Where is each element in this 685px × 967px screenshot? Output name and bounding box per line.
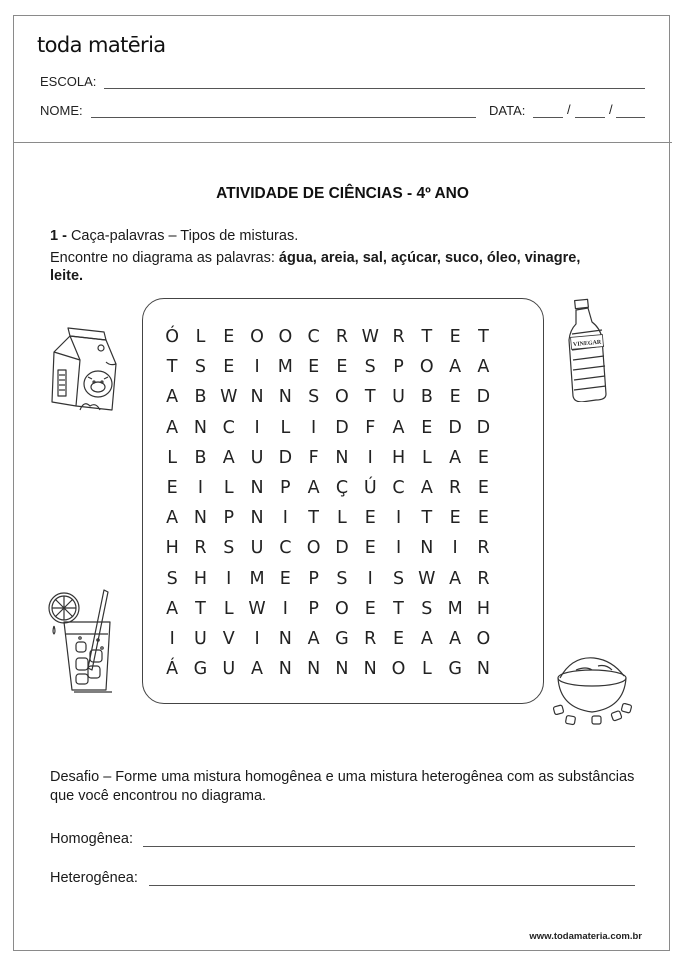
grid-letter[interactable]: I: [367, 447, 373, 468]
grid-letter[interactable]: E: [477, 508, 489, 529]
heterogeneous-label: Heterogênea:: [50, 870, 138, 886]
grid-letter[interactable]: G: [448, 659, 462, 680]
grid-letter[interactable]: L: [167, 447, 178, 468]
grid-letter[interactable]: P: [308, 568, 319, 589]
grid-letter[interactable]: E: [308, 357, 320, 378]
grid-letter[interactable]: I: [395, 538, 402, 559]
question-number: 1 -: [50, 228, 67, 244]
vinegar-bottle-icon: [566, 298, 612, 402]
grid-letter[interactable]: U: [392, 387, 405, 408]
grid-letter[interactable]: W: [361, 327, 379, 347]
date-label: DATA:: [489, 103, 526, 118]
grid-letter[interactable]: C: [222, 417, 235, 438]
grid-letter[interactable]: E: [392, 628, 405, 649]
header-divider: [13, 142, 672, 143]
grid-letter[interactable]: N: [363, 659, 377, 680]
grid-letter[interactable]: C: [392, 477, 405, 498]
grid-letter[interactable]: Á: [166, 659, 179, 680]
grid-letter[interactable]: E: [449, 327, 461, 347]
grid-letter[interactable]: N: [278, 628, 292, 649]
grid-letter[interactable]: D: [335, 417, 349, 438]
grid-letter[interactable]: O: [391, 659, 406, 680]
grid-letter[interactable]: E: [223, 327, 235, 347]
instruction-line-1: [50, 250, 580, 266]
word-search-grid[interactable]: [158, 322, 498, 684]
grid-letter[interactable]: T: [166, 357, 178, 378]
grid-letter[interactable]: F: [365, 417, 376, 438]
grid-letter[interactable]: A: [392, 417, 405, 438]
question-heading: [50, 228, 298, 244]
brand-logo: toda matēria: [37, 33, 166, 57]
grid-letter[interactable]: E: [279, 568, 291, 589]
grid-letter[interactable]: I: [254, 628, 260, 649]
grid-letter[interactable]: B: [420, 387, 433, 408]
sugar-bowl-icon: [552, 652, 640, 726]
grid-letter[interactable]: S: [336, 568, 348, 589]
grid-letter[interactable]: O: [476, 628, 491, 649]
grid-letter[interactable]: I: [452, 538, 458, 559]
grid-letter[interactable]: A: [449, 447, 462, 468]
grid-letter[interactable]: A: [307, 477, 320, 498]
grid-letter[interactable]: H: [391, 447, 406, 468]
grid-letter[interactable]: C: [307, 327, 320, 347]
grid-letter[interactable]: W: [418, 568, 436, 589]
grid-letter[interactable]: H: [165, 538, 179, 559]
page-title: ATIVIDADE DE CIÊNCIAS - 4º ANO: [216, 185, 469, 202]
grid-letter[interactable]: Ó: [165, 327, 180, 347]
grid-letter[interactable]: H: [476, 598, 490, 619]
grid-letter[interactable]: L: [195, 327, 206, 347]
grid-letter[interactable]: L: [223, 477, 234, 498]
grid-letter[interactable]: E: [449, 387, 461, 408]
grid-letter[interactable]: E: [477, 477, 489, 498]
grid-letter[interactable]: N: [193, 508, 207, 529]
instruction-words-end: leite.: [50, 268, 84, 284]
instruction-prefix: Encontre no diagrama as palavras:: [50, 250, 275, 266]
date-month-field[interactable]: [575, 117, 605, 118]
grid-letter[interactable]: I: [169, 628, 175, 649]
grid-letter[interactable]: A: [477, 357, 490, 378]
grid-letter[interactable]: E: [421, 417, 433, 438]
date-separator: /: [609, 102, 613, 117]
grid-letter[interactable]: A: [166, 598, 179, 619]
grid-letter[interactable]: S: [364, 357, 376, 378]
footer-url[interactable]: www.todamateria.com.br: [529, 931, 642, 942]
grid-letter[interactable]: L: [223, 598, 234, 619]
instruction-line-2: [50, 268, 83, 284]
grid-letter[interactable]: G: [335, 628, 349, 649]
grid-letter[interactable]: E: [223, 357, 235, 378]
grid-letter[interactable]: M: [249, 568, 265, 589]
grid-letter[interactable]: T: [478, 327, 489, 347]
grid-letter[interactable]: M: [447, 598, 463, 619]
grid-letter[interactable]: S: [308, 387, 320, 408]
grid-letter[interactable]: D: [476, 387, 491, 408]
grid-letter[interactable]: A: [166, 387, 179, 408]
name-field[interactable]: [91, 117, 476, 118]
grid-letter[interactable]: L: [337, 508, 347, 529]
milk-carton-icon: [46, 322, 124, 414]
grid-letter[interactable]: Ç: [335, 477, 349, 498]
date-year-field[interactable]: [616, 117, 645, 118]
grid-letter[interactable]: N: [250, 477, 264, 498]
grid-letter[interactable]: R: [364, 628, 377, 649]
grid-letter[interactable]: A: [166, 508, 179, 529]
grid-letter[interactable]: R: [194, 538, 207, 559]
grid-letter[interactable]: E: [364, 508, 376, 529]
grid-letter[interactable]: E: [364, 538, 376, 559]
grid-letter[interactable]: O: [278, 327, 293, 347]
grid-letter[interactable]: N: [307, 659, 321, 680]
grid-letter[interactable]: V: [222, 628, 235, 649]
grid-letter[interactable]: G: [193, 659, 208, 680]
instruction-words: água, areia, sal, açúcar, suco, óleo, vinagre,: [278, 250, 581, 266]
grid-letter[interactable]: P: [308, 598, 319, 619]
grid-letter[interactable]: D: [335, 538, 349, 559]
grid-letter[interactable]: D: [278, 447, 293, 468]
vinegar-label: VINEGAR: [572, 339, 602, 349]
grid-letter[interactable]: N: [193, 417, 207, 438]
grid-letter[interactable]: T: [393, 598, 404, 619]
homogeneous-answer-field[interactable]: [143, 846, 635, 847]
grid-letter[interactable]: I: [395, 508, 402, 529]
grid-letter[interactable]: N: [250, 508, 264, 529]
heterogeneous-answer-field[interactable]: [149, 885, 635, 886]
grid-letter[interactable]: U: [250, 447, 264, 468]
grid-letter[interactable]: D: [448, 417, 462, 438]
grid-letter[interactable]: N: [278, 387, 292, 408]
grid-letter[interactable]: I: [367, 568, 373, 589]
grid-letter[interactable]: B: [194, 387, 207, 408]
question-text: Caça-palavras – Tipos de misturas.: [70, 228, 299, 244]
grid-letter[interactable]: R: [449, 477, 462, 498]
grid-letter[interactable]: I: [282, 598, 288, 619]
grid-letter[interactable]: S: [166, 568, 178, 589]
grid-letter[interactable]: B: [194, 447, 207, 468]
grid-letter[interactable]: R: [392, 327, 405, 347]
grid-letter[interactable]: I: [226, 568, 232, 589]
grid-letter[interactable]: I: [197, 477, 204, 498]
date-separator: /: [567, 102, 571, 117]
grid-letter[interactable]: S: [421, 598, 433, 619]
grid-letter[interactable]: S: [392, 568, 405, 589]
grid-letter[interactable]: L: [421, 447, 432, 468]
grid-letter[interactable]: N: [250, 387, 264, 408]
grid-letter[interactable]: S: [194, 357, 206, 378]
grid-letter[interactable]: I: [282, 508, 288, 529]
grid-letter[interactable]: O: [306, 538, 321, 559]
grid-letter[interactable]: T: [364, 387, 376, 408]
grid-letter[interactable]: W: [220, 387, 238, 408]
grid-letter[interactable]: P: [393, 357, 404, 378]
grid-letter[interactable]: N: [335, 659, 349, 680]
grid-letter[interactable]: E: [477, 447, 489, 468]
juice-glass-icon: [44, 586, 118, 694]
grid-letter[interactable]: N: [335, 447, 349, 468]
grid-letter[interactable]: E: [364, 598, 376, 619]
date-day-field[interactable]: [533, 117, 563, 118]
grid-letter[interactable]: T: [421, 508, 433, 529]
grid-letter[interactable]: R: [477, 568, 490, 589]
grid-letter[interactable]: W: [248, 598, 266, 619]
grid-letter[interactable]: U: [194, 628, 207, 649]
grid-letter[interactable]: P: [223, 508, 235, 529]
grid-letter[interactable]: F: [308, 447, 319, 468]
grid-letter[interactable]: O: [250, 327, 264, 347]
grid-letter[interactable]: T: [308, 508, 319, 529]
grid-letter[interactable]: M: [277, 357, 293, 378]
grid-letter[interactable]: S: [223, 538, 235, 559]
grid-letter[interactable]: U: [250, 538, 264, 559]
grid-letter[interactable]: E: [166, 477, 178, 498]
grid-letter[interactable]: D: [476, 417, 491, 438]
grid-letter[interactable]: A: [449, 628, 462, 649]
grid-letter[interactable]: A: [166, 417, 179, 438]
challenge-text: Desafio – Forme uma mistura homogênea e uma mistura heterogênea com as substâncias que você encontrou no diagrama.: [50, 769, 635, 804]
grid-letter[interactable]: A: [420, 628, 433, 649]
grid-letter[interactable]: R: [335, 327, 349, 347]
grid-letter[interactable]: O: [419, 357, 434, 378]
grid-letter[interactable]: O: [335, 598, 349, 619]
grid-letter[interactable]: N: [420, 538, 434, 559]
grid-letter[interactable]: A: [449, 357, 462, 378]
homogeneous-label: Homogênea:: [50, 831, 134, 847]
school-label: ESCOLA:: [40, 74, 97, 89]
grid-letter[interactable]: I: [254, 417, 260, 438]
grid-letter[interactable]: A: [420, 477, 433, 498]
grid-letter[interactable]: N: [476, 659, 490, 680]
grid-letter[interactable]: I: [254, 357, 260, 378]
grid-letter[interactable]: A: [222, 447, 235, 468]
grid-letter[interactable]: R: [477, 538, 490, 559]
grid-letter[interactable]: U: [222, 659, 236, 680]
grid-letter[interactable]: A: [307, 628, 320, 649]
grid-letter[interactable]: L: [421, 659, 432, 680]
grid-letter[interactable]: T: [195, 598, 206, 619]
grid-letter[interactable]: H: [193, 568, 208, 589]
grid-letter[interactable]: C: [279, 538, 292, 559]
grid-letter[interactable]: T: [421, 327, 433, 347]
grid-letter[interactable]: I: [311, 417, 317, 438]
school-field[interactable]: [104, 88, 645, 89]
name-label: NOME:: [40, 103, 83, 118]
grid-letter[interactable]: A: [251, 659, 264, 680]
grid-letter[interactable]: Ú: [363, 477, 377, 498]
grid-letter[interactable]: L: [280, 417, 291, 438]
grid-letter[interactable]: N: [278, 659, 292, 680]
grid-letter[interactable]: P: [280, 477, 291, 498]
grid-letter[interactable]: E: [336, 357, 348, 378]
grid-letter[interactable]: E: [449, 508, 461, 529]
grid-letter[interactable]: A: [449, 568, 462, 589]
grid-letter[interactable]: O: [335, 387, 349, 408]
